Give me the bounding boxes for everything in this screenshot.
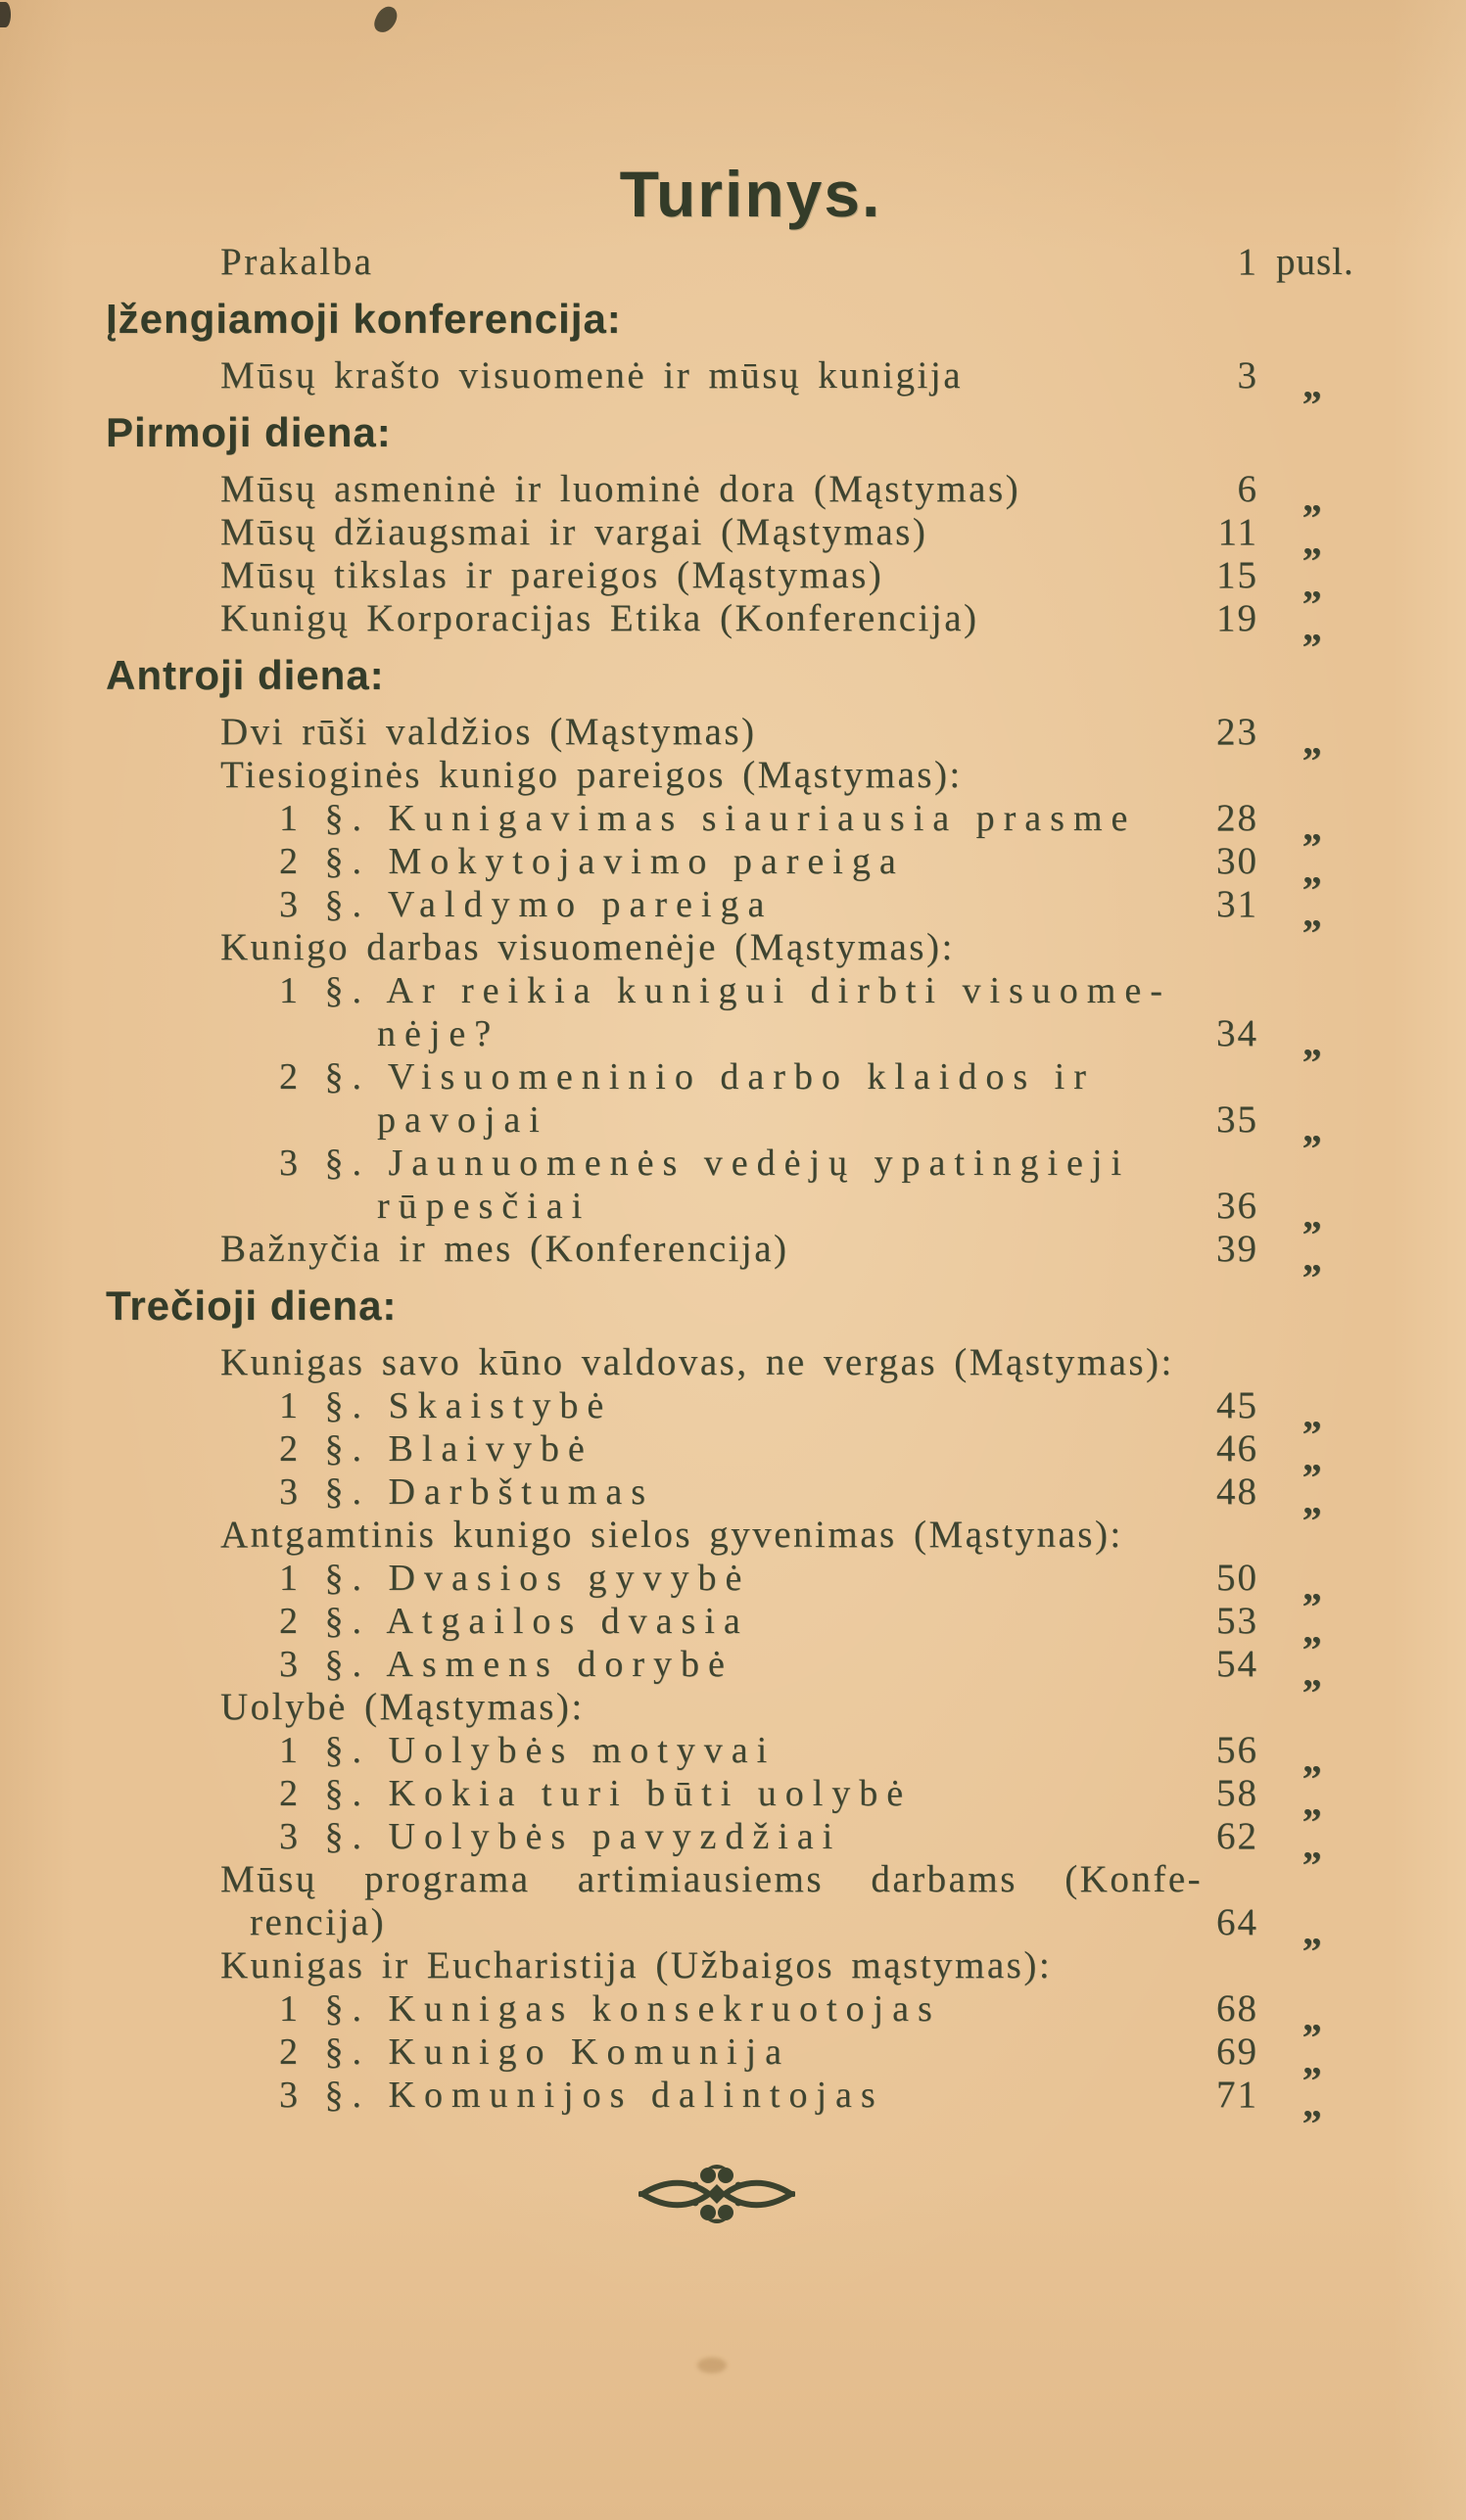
toc-section-heading	[0, 1271, 1466, 1341]
toc-entry-text: Mūsų tikslas ir pareigos (Mąstymas)	[220, 554, 884, 596]
page-number: 1	[1237, 241, 1258, 283]
page-number: 35	[1216, 1098, 1258, 1141]
page-number: 3	[1237, 354, 1258, 397]
page-unit: „	[1302, 1106, 1323, 1150]
toc-row	[0, 1557, 1466, 1609]
toc-entry-text: Kunigų Korporacijas Etika (Konferencija)	[220, 597, 979, 639]
page-number: 15	[1216, 554, 1258, 596]
page-unit: „	[1302, 719, 1323, 763]
toc-entry-text: rūpesčiai	[377, 1186, 591, 1227]
toc-entry-text: Mūsų džiaugsmai ir vargai (Mąstymas)	[220, 511, 928, 553]
page-unit: „	[1302, 805, 1323, 849]
toc-row	[0, 354, 1466, 406]
page-unit: „	[1302, 1020, 1323, 1064]
toc-row	[0, 969, 1466, 1012]
toc-entry-text: 2 §. Kunigo Komunija	[279, 2031, 790, 2073]
page-number: 28	[1216, 797, 1258, 839]
page-number: 69	[1216, 2030, 1258, 2073]
page-unit: pusl.	[1276, 241, 1354, 283]
toc-row	[0, 468, 1466, 520]
page-title: Turinys.	[619, 158, 882, 230]
toc-entry-text: Kunigas savo kūno valdovas, ne vergas (Mąstymas):	[220, 1341, 1174, 1383]
toc-entry-text: nėje?	[377, 1013, 500, 1054]
toc-entry-text: Kunigo darbas visuomenėje (Mąstymas):	[220, 926, 955, 968]
toc-entry-text: Antroji diena:	[106, 652, 385, 698]
page-number: 36	[1216, 1185, 1258, 1227]
toc-entry-text: Kunigas ir Eucharistija (Užbaigos mąstymas):	[220, 1944, 1053, 1986]
page-unit: „	[1302, 1608, 1323, 1652]
toc-entry-text: 1 §. Kunigavimas siauriausia prasme	[279, 798, 1137, 839]
page-unit: „	[1302, 1909, 1323, 1953]
page-unit: „	[1302, 1780, 1323, 1824]
toc-row	[0, 1055, 1466, 1098]
page-unit: „	[1302, 1435, 1323, 1479]
page-unit: „	[1302, 2038, 1323, 2082]
page-number: 19	[1216, 597, 1258, 639]
page-number: 53	[1216, 1600, 1258, 1642]
page-number: 48	[1216, 1470, 1258, 1513]
page-unit: „	[1302, 476, 1323, 520]
toc-row	[0, 1185, 1466, 1237]
toc-row	[0, 1427, 1466, 1479]
toc-row	[0, 797, 1466, 849]
toc-entry-text: Mūsų asmeninė ir luominė dora (Mąstymas)	[220, 468, 1021, 510]
toc-entry-text: pavojai	[377, 1099, 548, 1141]
toc-entry-text: 3 §. Uolybės pavyzdžiai	[279, 1816, 842, 1857]
toc-row	[0, 1858, 1466, 1901]
page-unit: „	[1302, 848, 1323, 892]
page-unit: „	[1302, 1651, 1323, 1695]
toc-row	[0, 1012, 1466, 1064]
page-unit: „	[1302, 1478, 1323, 1522]
page-number: 45	[1216, 1384, 1258, 1426]
toc-row	[0, 1729, 1466, 1781]
page-number: 58	[1216, 1772, 1258, 1814]
fleuron-ornament	[638, 2159, 795, 2229]
toc-row	[0, 241, 1466, 284]
toc-row	[0, 1098, 1466, 1150]
page-unit: „	[1302, 1236, 1323, 1280]
toc-entry-text: 3 §. Valdymo pareiga	[279, 884, 774, 925]
toc-entry-text: 2 §. Atgailos dvasia	[279, 1601, 749, 1642]
toc-row	[0, 1815, 1466, 1867]
page-unit: „	[1302, 1737, 1323, 1781]
toc-entry-text: 1 §. Dvasios gyvybė	[279, 1558, 751, 1599]
page-number: 11	[1217, 511, 1258, 553]
toc-row	[0, 926, 1466, 969]
toc-entry-text: 2 §. Visuomeninio darbo klaidos ir	[279, 1056, 1095, 1097]
toc-row	[0, 1772, 1466, 1824]
toc-entry-text: 2 §. Blaivybė	[279, 1428, 593, 1470]
page-number: 71	[1216, 2074, 1258, 2116]
page-unit: „	[1302, 1823, 1323, 1867]
toc-entry-text: 2 §. Kokia turi būti uolybė	[279, 1773, 913, 1814]
toc-entry-text: rencija)	[250, 1901, 387, 1943]
toc-entry-text: 1 §. Skaistybė	[279, 1385, 613, 1426]
toc-row	[0, 1944, 1466, 1987]
toc-entry-text: Antgamtinis kunigo sielos gyvenimas (Mąstynas):	[220, 1514, 1123, 1556]
toc-row	[0, 511, 1466, 563]
toc-row	[0, 2074, 1466, 2125]
toc-section-heading	[0, 640, 1466, 711]
toc-row	[0, 1228, 1466, 1280]
page-number: 46	[1216, 1427, 1258, 1470]
page-number: 54	[1216, 1643, 1258, 1685]
ink-speck	[371, 3, 401, 36]
page-unit: „	[1302, 1564, 1323, 1609]
toc-row	[0, 754, 1466, 797]
page-unit: „	[1302, 1192, 1323, 1237]
toc-row	[0, 1686, 1466, 1729]
toc-row	[0, 2030, 1466, 2082]
toc-entry-text: 3 §. Asmens dorybė	[279, 1644, 733, 1685]
page-unit: „	[1302, 891, 1323, 935]
toc-entry-text: Prakalba	[220, 241, 374, 283]
page-unit: „	[1302, 2081, 1323, 2125]
page-number: 6	[1237, 468, 1258, 510]
toc-entry-text: Tiesioginės kunigo pareigos (Mąstymas):	[220, 754, 963, 796]
page-number: 39	[1216, 1228, 1258, 1270]
toc-entry-text: Dvi rūši valdžios (Mąstymas)	[220, 711, 757, 753]
toc-entry-text: Mūsų programa artimiausiems darbams (Konfe-	[220, 1858, 1204, 1900]
page-unit: „	[1302, 362, 1323, 406]
toc-entry-text: 1 §. Uolybės motyvai	[279, 1730, 777, 1771]
toc-entry-text: 3 §. Jaunuomenės vedėjų ypatingieji	[279, 1143, 1131, 1184]
toc-row	[0, 1600, 1466, 1652]
page-number: 34	[1216, 1012, 1258, 1054]
toc-row	[0, 1142, 1466, 1185]
page-number: 30	[1216, 840, 1258, 882]
page-unit: „	[1302, 562, 1323, 606]
toc-row	[0, 711, 1466, 763]
toc-entry-text: 3 §. Darbštumas	[279, 1471, 655, 1513]
toc-row	[0, 1643, 1466, 1695]
toc-entry-text: Mūsų krašto visuomenė ir mūsų kunigija	[220, 354, 964, 397]
toc-row	[0, 883, 1466, 935]
toc-row	[0, 554, 1466, 606]
page-number: 64	[1216, 1901, 1258, 1943]
ink-speck	[0, 2, 11, 27]
toc-entry-text: Trečioji diena:	[106, 1283, 398, 1329]
toc-row	[0, 1987, 1466, 2039]
paper-smudge	[697, 2357, 727, 2373]
toc-row	[0, 1901, 1466, 1953]
toc-entry-text: 2 §. Mokytojavimo pareiga	[279, 841, 905, 882]
page-number: 56	[1216, 1729, 1258, 1771]
toc-row	[0, 1384, 1466, 1436]
toc-row	[0, 840, 1466, 892]
page-unit: „	[1302, 1995, 1323, 2039]
page-unit: „	[1302, 605, 1323, 649]
toc-row	[0, 1341, 1466, 1384]
toc-row	[0, 1514, 1466, 1557]
table-of-contents	[0, 241, 1466, 2125]
toc-entry-text: Pirmoji diena:	[106, 409, 392, 455]
page-number: 23	[1216, 711, 1258, 753]
page-number: 68	[1216, 1987, 1258, 2030]
page-number: 50	[1216, 1557, 1258, 1599]
toc-section-heading	[0, 284, 1466, 354]
toc-entry-text: 1 §. Kunigas konsekruotojas	[279, 1988, 941, 2030]
toc-entry-text: Bažnyčia ir mes (Konferencija)	[220, 1228, 789, 1270]
toc-section-heading	[0, 397, 1466, 468]
toc-row	[0, 1470, 1466, 1522]
page-number: 31	[1216, 883, 1258, 925]
toc-entry-text: Įžengiamoji konferencija:	[106, 296, 622, 342]
toc-entry-text: 3 §. Komunijos dalintojas	[279, 2075, 884, 2116]
page-unit: „	[1302, 519, 1323, 563]
toc-entry-text: 1 §. Ar reikia kunigui dirbti visuome-	[279, 970, 1171, 1011]
toc-row	[0, 597, 1466, 649]
page-number: 62	[1216, 1815, 1258, 1857]
toc-entry-text: Uolybė (Mąstymas):	[220, 1686, 585, 1728]
page-unit: „	[1302, 1392, 1323, 1436]
